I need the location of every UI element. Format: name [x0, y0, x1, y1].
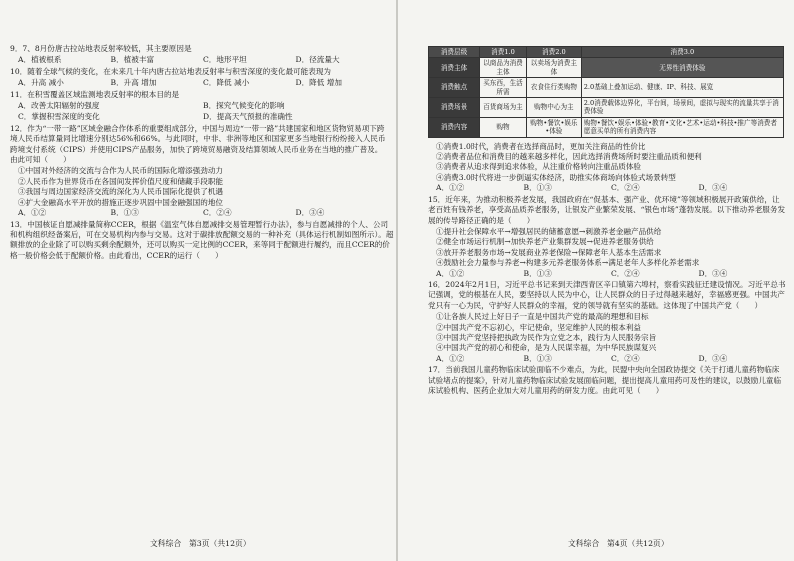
option: B．①③ — [523, 353, 552, 363]
question-9: 9．7、8月份唐古拉站地表反射率较低，其主要原因是 — [10, 44, 192, 53]
page-footer: 文科综合 第3页（共12页） — [150, 538, 251, 548]
option: C．地形平坦 — [203, 55, 247, 65]
table-header-cell: 消费层级 — [429, 47, 480, 58]
option: C．②④ — [611, 183, 640, 193]
row-label: 消费内容 — [429, 117, 480, 137]
option: C．②④ — [611, 268, 640, 278]
statement: ④消费3.0时代将进一步倒逼实体经济，助推实体商场向体验式场景转型 — [436, 172, 676, 182]
statement: ①消费1.0时代，消费者在选择商品时，更加关注商品的性价比 — [436, 141, 646, 151]
option: D．③④ — [698, 268, 728, 278]
q12-options — [18, 208, 388, 218]
table-row — [429, 78, 784, 98]
option: C．②④ — [203, 208, 232, 218]
question-16: 16．2024年2月1日，习近平总书记来到天津西青区辛口镇第六埠村，察看实践征迁建设情况。习近平总书记强调，党的根基在人民，要坚持以人民为中心，让人民群众的日子过得越来越好，幸福感更强。中国共产党只有一心为民，守护好人民群众的幸福，党的领导就有坚实的基础。这体现了中国共产党（ ） — [428, 279, 786, 310]
table-header-row — [429, 47, 784, 58]
row-label: 消费主体 — [429, 58, 480, 78]
option: B．升高 增加 — [110, 78, 157, 88]
option: C．掌握积雪深度的变化 — [18, 112, 100, 122]
option: D．提高天气预报的准确性 — [203, 112, 293, 122]
statement: ④扩大金融高水平开放的措施正逐步巩固中国金融强国的地位 — [18, 197, 224, 207]
table-cell: 百货商场为主 — [480, 98, 527, 118]
table-row — [429, 98, 784, 118]
question-13-block — [10, 219, 394, 380]
option: A．植被根系 — [18, 55, 62, 65]
table-cell: 2.0基础上叠加运动、健康、IP、科技、展览 — [581, 78, 783, 98]
table-cell: 购物 — [480, 117, 527, 137]
option: C．②④ — [611, 353, 640, 363]
question-12: 12．作为“一带一路”区域金融合作体系的重要组成部分，中国与周边“一带一路”共建国家和地区货物贸易项下跨境人民币结算量同比增速分别达56%和66%。与此同时，中非、非洲等地区和国家更多当地银行纷纷接入人民币跨境支付系统（CIPS）并使用CIPS产品服务，加快了跨境贸易融资及结算领域人民币业务在当地的推广普及。由此可知（ ） — [10, 123, 386, 165]
table-header-cell: 消费3.0 — [581, 47, 783, 58]
option: A．改善太阳辐射的强度 — [18, 101, 100, 111]
option: D．径流量大 — [295, 55, 340, 65]
option: A．升高 减小 — [18, 78, 64, 88]
option: D．③④ — [295, 208, 325, 218]
page-right — [398, 0, 794, 561]
statement: ②中国共产党不忘初心，牢记使命，坚定维护人民的根本利益 — [436, 322, 642, 332]
table-row — [429, 58, 784, 78]
q11-options-a — [18, 101, 388, 111]
statement: ①中国对外经济的交流与合作为人民币的国际化增添强劲动力 — [18, 166, 224, 176]
table-cell: 以卖场为消费主体 — [526, 58, 581, 78]
row-label: 消费触点 — [429, 78, 480, 98]
table-cell: 购物•餐饮•娱乐•体验•教育•文化•艺术•运动•科技•推广等消费者愿意买单的所有消费内容 — [581, 117, 783, 137]
statement: ④鼓励社会力量参与养老→构建多元养老服务体系→满足老年人多样化养老需求 — [436, 258, 700, 268]
option: B．①③ — [523, 268, 552, 278]
table-cell: 2.0消费载体边界化，平台间，场景间，虚拟与现实的流量共享于消费体验 — [581, 98, 783, 118]
q11-options-b — [18, 112, 388, 122]
statement: ②健全市场运行机制→加快养老产业集群发展→促进养老服务供给 — [436, 237, 654, 247]
option: A．①② — [436, 268, 465, 278]
statement: ③放开养老服务市场→发展商业养老保险→保障老年人基本生活需求 — [436, 247, 662, 257]
table-cell: 购物中心为主 — [526, 98, 581, 118]
option: B．①③ — [110, 208, 139, 218]
option: B．①③ — [523, 183, 552, 193]
question-10: 10．随着全球气候的变化，在未来几十年内唐古拉站地表反射率与积雪深度的变化最可能表现为 — [10, 66, 332, 76]
question-15: 15．近年来，为推动积极养老发展，我国政府在“促基本、强产业、优环境”等领域积极展开政策供给，让老百姓有钱养老，享受高品质养老服务，让银发产业繁荣发展、“银色市场”蓬勃发展。以下推动养老服务发展的传导路径正确的是（ ） — [428, 194, 786, 225]
option: C．降低 减小 — [203, 78, 250, 88]
question-13: 13．中国核证自愿减排量简称CCER，根据《温室气体自愿减排交易管理暂行办法》，参与自愿减排的个人、公司和机构组织经备案后，可在交易机构内参与交易。这对于碳排放配额交易的一种补充（具体运行机制如图所示）。超额排放的企业除了可以购买剩余配额外，还可以购买一定比例的CCER，来等同于配额进行履约，而且CCER的价格一般价格会低于配额价格。由此看出，CCER的运行（ ） — [10, 219, 394, 260]
q14-options — [436, 183, 786, 193]
option: D．③④ — [698, 353, 728, 363]
q9-options — [18, 55, 388, 65]
page-left — [0, 0, 396, 561]
row-label: 消费场景 — [429, 98, 480, 118]
option: D．③④ — [698, 183, 728, 193]
option: B．植被丰富 — [110, 55, 155, 65]
option: A．①② — [436, 183, 465, 193]
statement: ③中国共产党坚持把执政为民作为立党之本，践行为人民服务宗旨 — [436, 332, 657, 342]
option: A．①② — [436, 353, 465, 363]
statement: ③我国与周边国家经济交流的深化为人民币国际化提供了机遇 — [18, 187, 224, 197]
table-cell: 买东西，生活所需 — [480, 78, 527, 98]
table-header-cell: 消费1.0 — [480, 47, 527, 58]
question-17: 17．当前我国儿童药物临床试验面临不少难点，为此，民盟中央向全国政协提交《关于打通儿童药物临床试验堵点的提案》，针对儿童药物临床试验发展面临问题，提出提高儿童用药可及性的建议，以鼓励儿童临床试验机构、医药企业加大对儿童用药的研发力度。由此可见（ ） — [428, 365, 782, 395]
table-row — [429, 117, 784, 137]
q16-options — [436, 354, 786, 364]
option: D．降低 增加 — [295, 78, 342, 88]
option: B．探究气候变化的影响 — [203, 101, 285, 111]
statement: ①让各族人民过上好日子一直是中国共产党的最高的理想和目标 — [436, 312, 649, 322]
statement: ②消费者品位和消费目的越来越多样化，因此选择消费场所时要注重品质和便利 — [436, 152, 702, 162]
statement: ①提升社会保障水平→增强居民的储蓄意愿→刺激养老金融产品供给 — [436, 226, 662, 236]
table-header-cell: 消费2.0 — [526, 47, 581, 58]
question-11: 11．在积雪覆盖区域监测地表反射率的根本目的是 — [10, 89, 180, 99]
statement: ③消费者从追求得到追求体验，从注重价格转向注重品质体验 — [436, 162, 642, 172]
q15-options — [436, 269, 786, 279]
option: A．①② — [18, 208, 47, 218]
table-cell: 衣食住行类购物 — [526, 78, 581, 98]
table-cell: 无界性消费体验 — [581, 58, 783, 78]
statement: ②人民币作为世界货币在各国间发挥价值尺度和储藏手段职能 — [18, 176, 224, 186]
statement: ④中国共产党的初心和使命，是为人民谋幸福，为中华民族谋复兴 — [436, 343, 657, 353]
consumption-table — [428, 46, 784, 138]
q10-options — [18, 78, 388, 88]
table-cell: 购物•餐饮•娱乐•体验 — [526, 117, 581, 137]
table-cell: 以商品为消费主体 — [480, 58, 527, 78]
page-footer: 文科综合 第4页（共12页） — [568, 538, 669, 548]
